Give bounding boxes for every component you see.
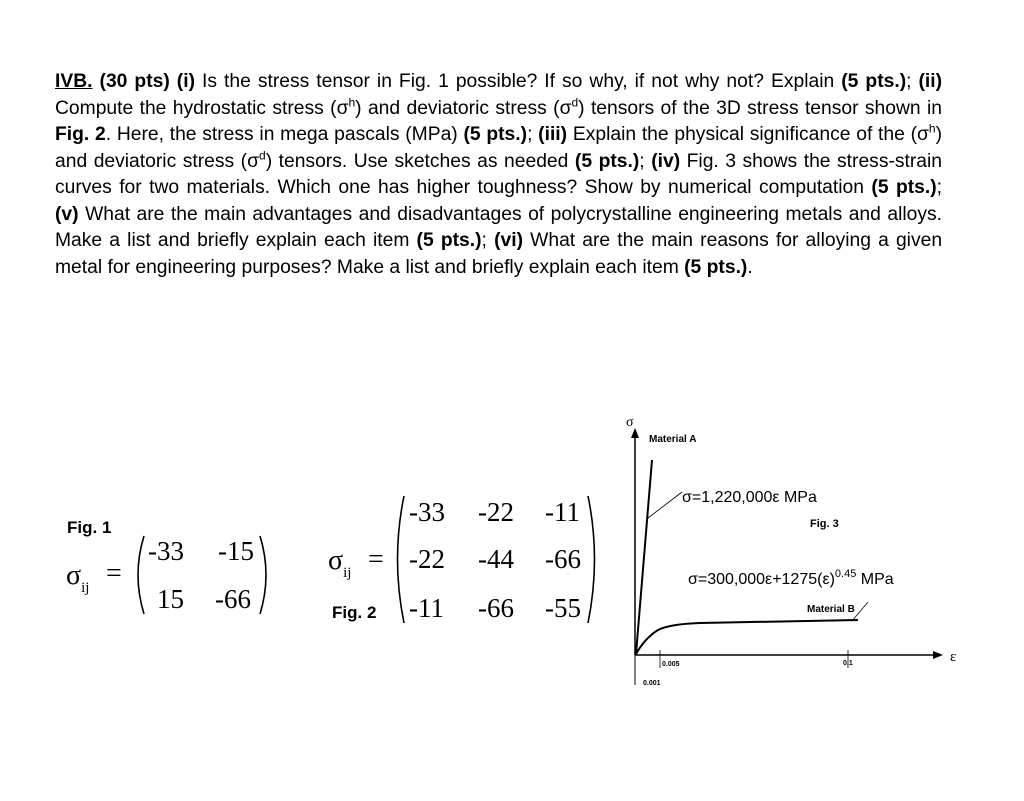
part-ii-text-b: ) and deviatoric stress ( <box>355 97 560 119</box>
fig1-equals: = <box>106 558 122 589</box>
fig2-cell-1-0: -22 <box>409 544 445 574</box>
fig1-cell-1-1: -66 <box>215 584 251 614</box>
fig2-label: Fig. 2 <box>332 603 377 622</box>
part-iii-text-a: Explain the physical significance of the ( <box>572 124 918 145</box>
fig1-label: Fig. 1 <box>67 518 112 537</box>
problem-points: (30 pts) <box>99 71 170 92</box>
part-iii-text-c: ) tensors. Use sketches as needed <box>265 150 569 172</box>
fig3-x-arrow <box>933 651 943 659</box>
problem-heading: IVB. <box>55 71 93 92</box>
part-vi-label: (vi) <box>494 230 523 251</box>
fig3-material-b-curve <box>636 620 858 654</box>
fig2-cell-0-0: -33 <box>409 497 445 527</box>
fig1-sigma-symbol: $\sigma_{ij}$ <box>66 560 90 596</box>
fig2-cell-1-1: -44 <box>478 544 514 574</box>
part-iv-label: (iv) <box>651 150 681 172</box>
part-ii-text-d: . Here, the stress in mega pascals (MPa) <box>105 124 458 145</box>
fig3-tick-label-01: 0.1 <box>843 660 853 667</box>
part-i-label: (i) <box>176 71 195 92</box>
part-i-text: Is the stress tensor in Fig. 1 possible? If so why, if not why not? Explain <box>202 71 835 92</box>
fig2-cell-2-1: -66 <box>478 593 514 623</box>
part-ii-text-c: ) tensors of the 3D stress tensor shown in <box>578 97 943 119</box>
fig3-label: Fig. 3 <box>810 518 839 530</box>
part-v-label: (v) <box>55 203 79 225</box>
fig2-equals: = <box>368 544 384 575</box>
part-iv-text: Fig. 3 shows the stress-strain curves for two materials. Which one has higher toughness? Show by numerical computation <box>55 150 943 198</box>
fig3-tick-label-0005: 0.005 <box>662 661 680 668</box>
part-i-points: (5 pts.) <box>841 71 907 92</box>
fig3-x-axis-label: ε <box>950 649 957 665</box>
fig2-cell-2-2: -55 <box>545 593 581 623</box>
fig3-equation-a: σ=1,220,000ε MPa <box>682 489 817 506</box>
fig2-cell-2-0: -11 <box>409 593 444 623</box>
fig3-material-a-curve <box>636 460 652 654</box>
part-iii-points: (5 pts.) <box>574 150 640 172</box>
part-iii-label: (iii) <box>538 124 568 145</box>
part-ii-text-a: Compute the hydrostatic stress ( <box>55 97 337 119</box>
fig3-equation-b: $\sigma=300,000\varepsilon+1275(\varepsilon)^{0.45}$ MPa <box>688 568 894 588</box>
fig3-leader-a <box>648 492 682 518</box>
fig3-chart <box>600 400 1000 700</box>
part-v-points: (5 pts.) <box>416 230 482 251</box>
part-iv-points: (5 pts.) <box>871 177 937 198</box>
fig3-material-a-label: Material A <box>649 434 697 445</box>
fig3-material-b-label: Material B <box>807 604 855 615</box>
part-vi-text: What are the main reasons for alloying a given metal for engineering purposes? Make a list and briefly explain each item <box>55 230 943 278</box>
fig2-cell-1-2: -66 <box>545 544 581 574</box>
part-vi-points: (5 pts.) <box>684 256 748 278</box>
fig3-y-axis-label: σ <box>626 415 634 430</box>
part-ii-label: (ii) <box>918 71 943 92</box>
fig2-reference: Fig. 2 <box>55 124 106 145</box>
fig1-cell-0-0: -33 <box>148 536 184 566</box>
problem-statement: IVB. (30 pts) (i) Is the stress tensor in Fig. 1 possible? If so why, if not why not? Explain (5 pts.); (ii) Compute the hydrostatic stress $(\sigma^h)$ and deviatoric stress $(\sigma^d)$ tensors of the 3D stress tensor shown in Fig. 2. Here, the stress in mega pascals (MPa) (5 pts.); (iii) Explain the physical significance of the $(\sigma^h)$ and deviatoric stress $(\sigma^d)$ tensors. Use sketches as needed (5 pts.); (iv) Fig. 3 shows the stress-strain curves for two materials. Which one has higher toughness? Show by numerical computation (5 pts.); (v) What are the main advantages and disadvantages of polycrystalline engineering metals and alloys. Make a list and briefly explain each item (5 pts.); (vi) What are the main reasons for alloying a given metal for engineering purposes? Make a list and briefly explain each item (5 pts.). <box>55 71 943 278</box>
fig3-tick-label-0001: 0.001 <box>643 680 661 687</box>
fig1-cell-0-1: -15 <box>218 536 254 566</box>
fig1-cell-1-0: 15 <box>157 584 184 614</box>
part-ii-points: (5 pts.) <box>463 124 528 145</box>
part-iii-text-b: ) and deviatoric stress ( <box>55 124 943 172</box>
fig2-cell-0-2: -11 <box>545 497 580 527</box>
fig2-sigma-symbol: $\sigma_{ij}$ <box>328 545 352 581</box>
part-v-text: What are the main advantages and disadvantages of polycrystalline engineering metals and alloys. Make a list and briefly explain each item <box>55 203 943 251</box>
fig2-cell-0-1: -22 <box>478 497 514 527</box>
